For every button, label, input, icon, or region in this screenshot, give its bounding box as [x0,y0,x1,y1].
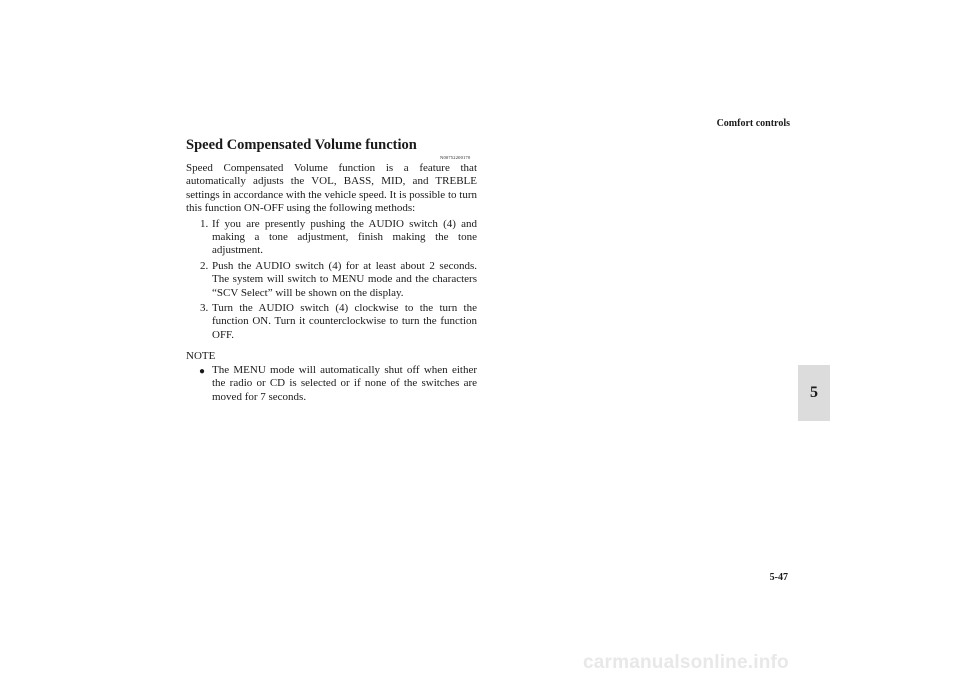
step-text: If you are presently pushing the AUDIO switch (4) and making a tone adjustment, finish making the tone adjustment. [212,217,477,257]
list-item [186,302,477,342]
note-label: NOTE [186,350,216,363]
watermark: carmanualsonline.info [583,652,789,673]
document-code: N00752200170 [440,155,471,160]
list-item [186,218,477,258]
list-item [186,260,477,300]
step-number: 2. [200,259,209,272]
step-text: Push the AUDIO switch (4) for at least about 2 seconds. The system will switch to MENU mode and the characters “SCV Select” will be shown on the display. [212,259,477,299]
chapter-tab [798,365,830,421]
note-text: The MENU mode will automatically shut off when either the radio or CD is selected or if none of the switches are moved for 7 seconds. [212,363,477,403]
body-text-column [186,162,477,404]
bullet-icon: ● [199,365,206,377]
steps-list [186,218,477,343]
running-header: Comfort controls [716,118,790,129]
note-item [186,364,477,404]
chapter-number: 5 [810,384,818,401]
section-title: Speed Compensated Volume function [186,137,417,153]
intro-paragraph: Speed Compensated Volume function is a feature that automatically adjusts the VOL, BASS, MID, and TREBLE settings in accordance with the vehicle speed. It is possible to turn this function ON-OFF using the following methods: [186,162,477,215]
step-number: 1. [200,217,209,230]
step-text: Turn the AUDIO switch (4) clockwise to the turn the function ON. Turn it counterclockwise to turn the function OFF. [212,302,477,341]
page-number: 5-47 [769,572,788,583]
step-number: 3. [200,302,209,315]
